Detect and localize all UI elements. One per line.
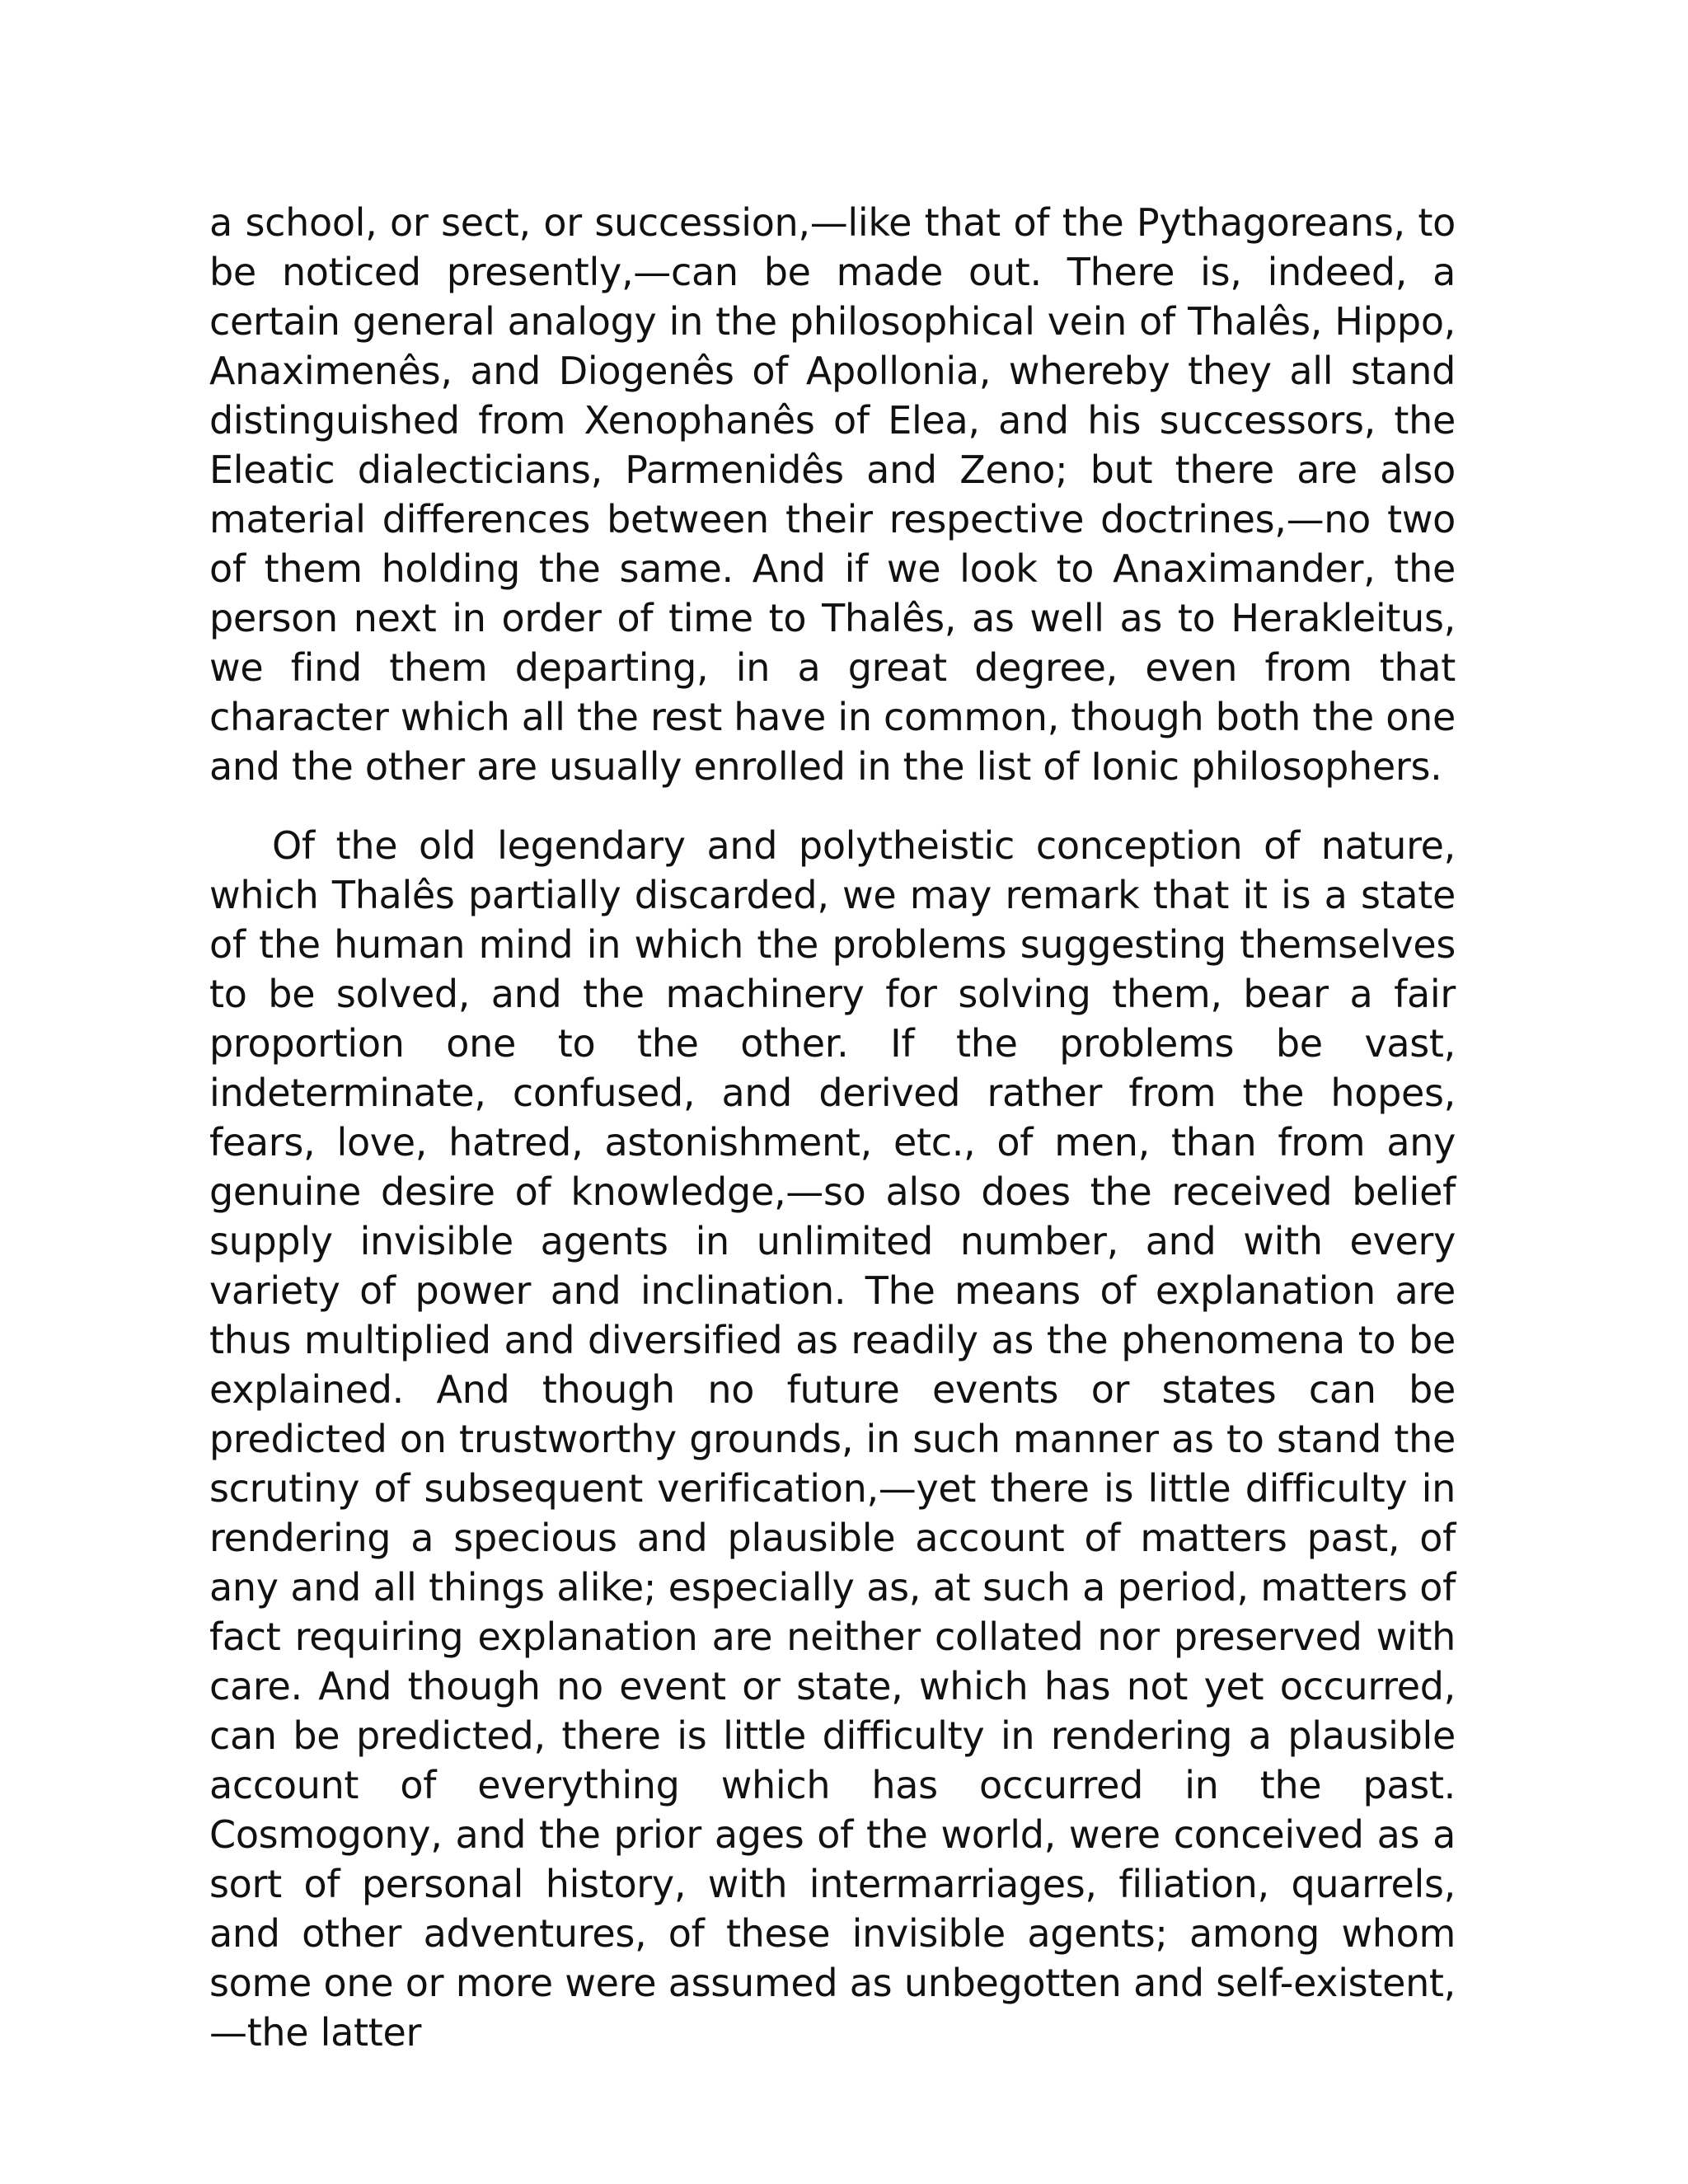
paragraph-1: a school, or sect, or succession,—like that of the Pythagoreans, to be noticed presently,—can be made out. There is, indeed, a certain general analogy in the philosophical vein of Thalês, Hippo, Anaximenês, and Diogenês of Apollonia, whereby they all stand distinguished from Xenophanês of Elea, and his successors, the Eleatic dialecticians, Parmenidês and Zeno; but there are also material differences between their respective doctrines,—no two of them holding the same. And if we look to Anaximander, the person next in order of time to Thalês, as well as to Herakleitus, we find them departing, in a great degree, even from that character which all the rest have in common, though both the one and the other are usually enrolled in the list of Ionic philosophers. bbox=[209, 200, 1456, 789]
page-body bbox=[209, 198, 1456, 2057]
paragraph-2: Of the old legendary and polytheistic conception of nature, which Thalês partially discarded, we may remark that it is a state of the human mind in which the problems suggesting themselves to be solved, and the machinery for solving them, bear a fair proportion one to the other. If the problems be vast, indeterminate, confused, and derived rather from the hopes, fears, love, hatred, astonishment, etc., of men, than from any genuine desire of knowledge,—so also does the received belief supply invisible agents in unlimited number, and with every variety of power and inclination. The means of explanation are thus multiplied and diversified as readily as the phenomena to be explained. And though no future events or states can be predicted on trustworthy grounds, in such manner as to stand the scrutiny of subsequent verification,—yet there is little difficulty in rendering a specious and plausible account of matters past, of any and all things alike; especially as, at such a period, matters of fact requiring explanation are neither collated nor preserved with care. And though no event or state, which has not yet occurred, can be predicted, there is little difficulty in rendering a plausible account of everything which has occurred in the past. Cosmogony, and the prior ages of the world, were conceived as a sort of personal history, with intermarriages, filiation, quarrels, and other adventures, of these invisible agents; among whom some one or more were assumed as unbegotten and self-existent,—the latter bbox=[209, 823, 1456, 2055]
